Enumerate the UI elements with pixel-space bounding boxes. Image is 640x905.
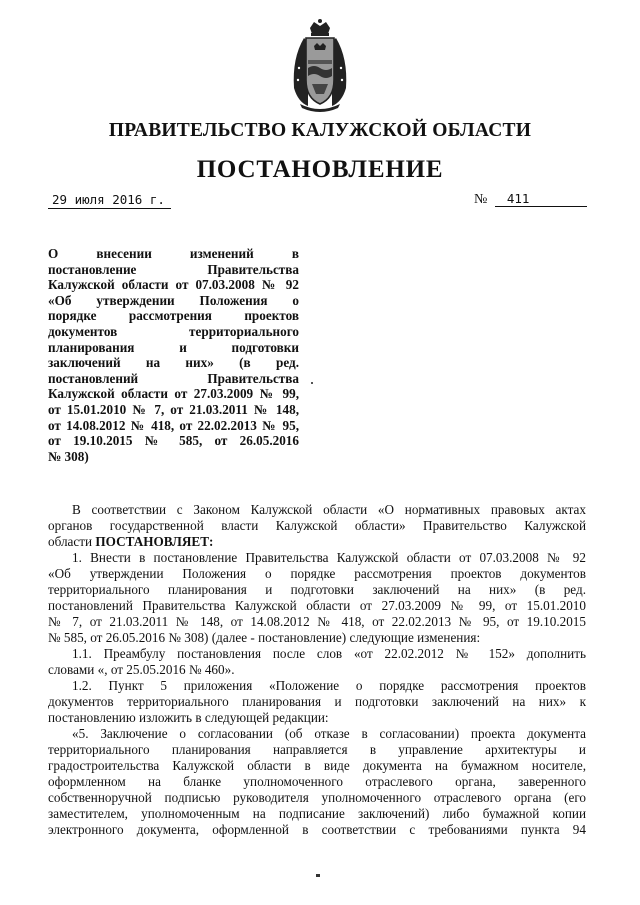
body-line: 1.1. Преамбулу постановления после слов «от 22.02.2012 № 152» дополнить [72,646,586,661]
document-subject [48,246,299,464]
subject-line: О внесении изменений в [48,246,299,261]
subject-line: постановлений Правительства [48,370,299,386]
document-body [48,502,586,838]
body-line: собственноручной подписью руководителя уполномоченного отраслевого органа (его [48,790,586,805]
body-line: словами «, от 25.05.2016 № 460». [48,662,235,677]
subject-line: Калужской области от 07.03.2008 № 92 [48,277,299,293]
body-line: территориального планирования и подготовки заключений на них» (в ред. [48,582,586,597]
body-line: органов государственной власти Калужской области» Правительство Калужской [48,518,586,533]
body-line: № 7, от 21.03.2011 № 148, от 14.08.2012 № 418, от 22.02.2013 № 95, от 19.10.2015 [48,614,586,629]
subject-line: № 308) [48,448,89,464]
document-type: ПОСТАНОВЛЕНИЕ [196,156,444,183]
body-line: документов территориального планирования и подготовки заключений на них» к [48,694,586,709]
decree-word: ПОСТАНОВЛЯЕТ: [95,534,214,549]
body-line: В соответствии с Законом Калужской области «О нормативных правовых актах [72,502,586,517]
body-line: «Об утверждении Положения о порядке рассмотрения проектов документов [48,566,586,581]
body-line: 1. Внести в постановление Правительства Калужской области от 07.03.2008 № 92 [72,550,586,565]
subject-line: документов территориального [48,323,299,339]
subject-line: Калужской области от 27.03.2009 № 99, [48,386,299,402]
subject-line: от 14.08.2012 № 418, от 22.02.2013 № 95, [48,417,299,433]
body-line: постановлению изложить в следующей редакции: [48,710,329,725]
subject-line: планирования и подготовки [48,339,299,355]
subject-line: от 15.01.2010 № 7, от 21.03.2011 № 148, [48,401,299,417]
body-line: постановлений Правительства Калужской области от 27.03.2009 № 99, от 15.01.2010 [48,598,586,613]
subject-line: постановление Правительства [48,261,299,277]
document-number-block [474,192,587,208]
subject-line: «Об утверждении Положения о [48,292,299,308]
body-line: «5. Заключение о согласовании (об отказе в согласовании) проекта документа [72,726,586,741]
body-line: заместителем, уполномоченным на подписание заключений) либо бумажной копии [48,806,586,821]
body-line: оформленном на бланке уполномоченного отраслевого органа, заверенного [48,774,586,789]
document-date: 29 июля 2016 г. [48,192,171,209]
body-line: электронного документа, оформленной в соответствии с требованиями пункта 94 [48,822,586,837]
preamble-prefix: области [48,534,96,549]
body-line [48,534,586,550]
subject-line: порядке рассмотрения проектов [48,308,299,324]
subject-line: заключений на них» (в ред. [48,355,299,371]
body-line: 1.2. Пункт 5 приложения «Положение о порядке рассмотрения проектов [72,678,586,693]
document-number: 411 [495,192,587,207]
subject-line: от 19.10.2015 № 585, от 26.05.2016 [48,433,299,449]
body-line: № 585, от 26.05.2016 № 308) (далее - постановление) следующие изменения: [48,630,481,645]
number-sign: № [474,192,488,207]
scan-mark [316,874,320,877]
coat-of-arms-icon [284,18,356,112]
body-line: территориального планирования направляется в управление архитектуры и [48,742,586,757]
government-title: ПРАВИТЕЛЬСТВО КАЛУЖСКОЙ ОБЛАСТИ [108,120,532,141]
body-line: градостроительства Калужской области в виде документа на бумажном носителе, [48,758,586,773]
scan-speck [311,382,313,384]
